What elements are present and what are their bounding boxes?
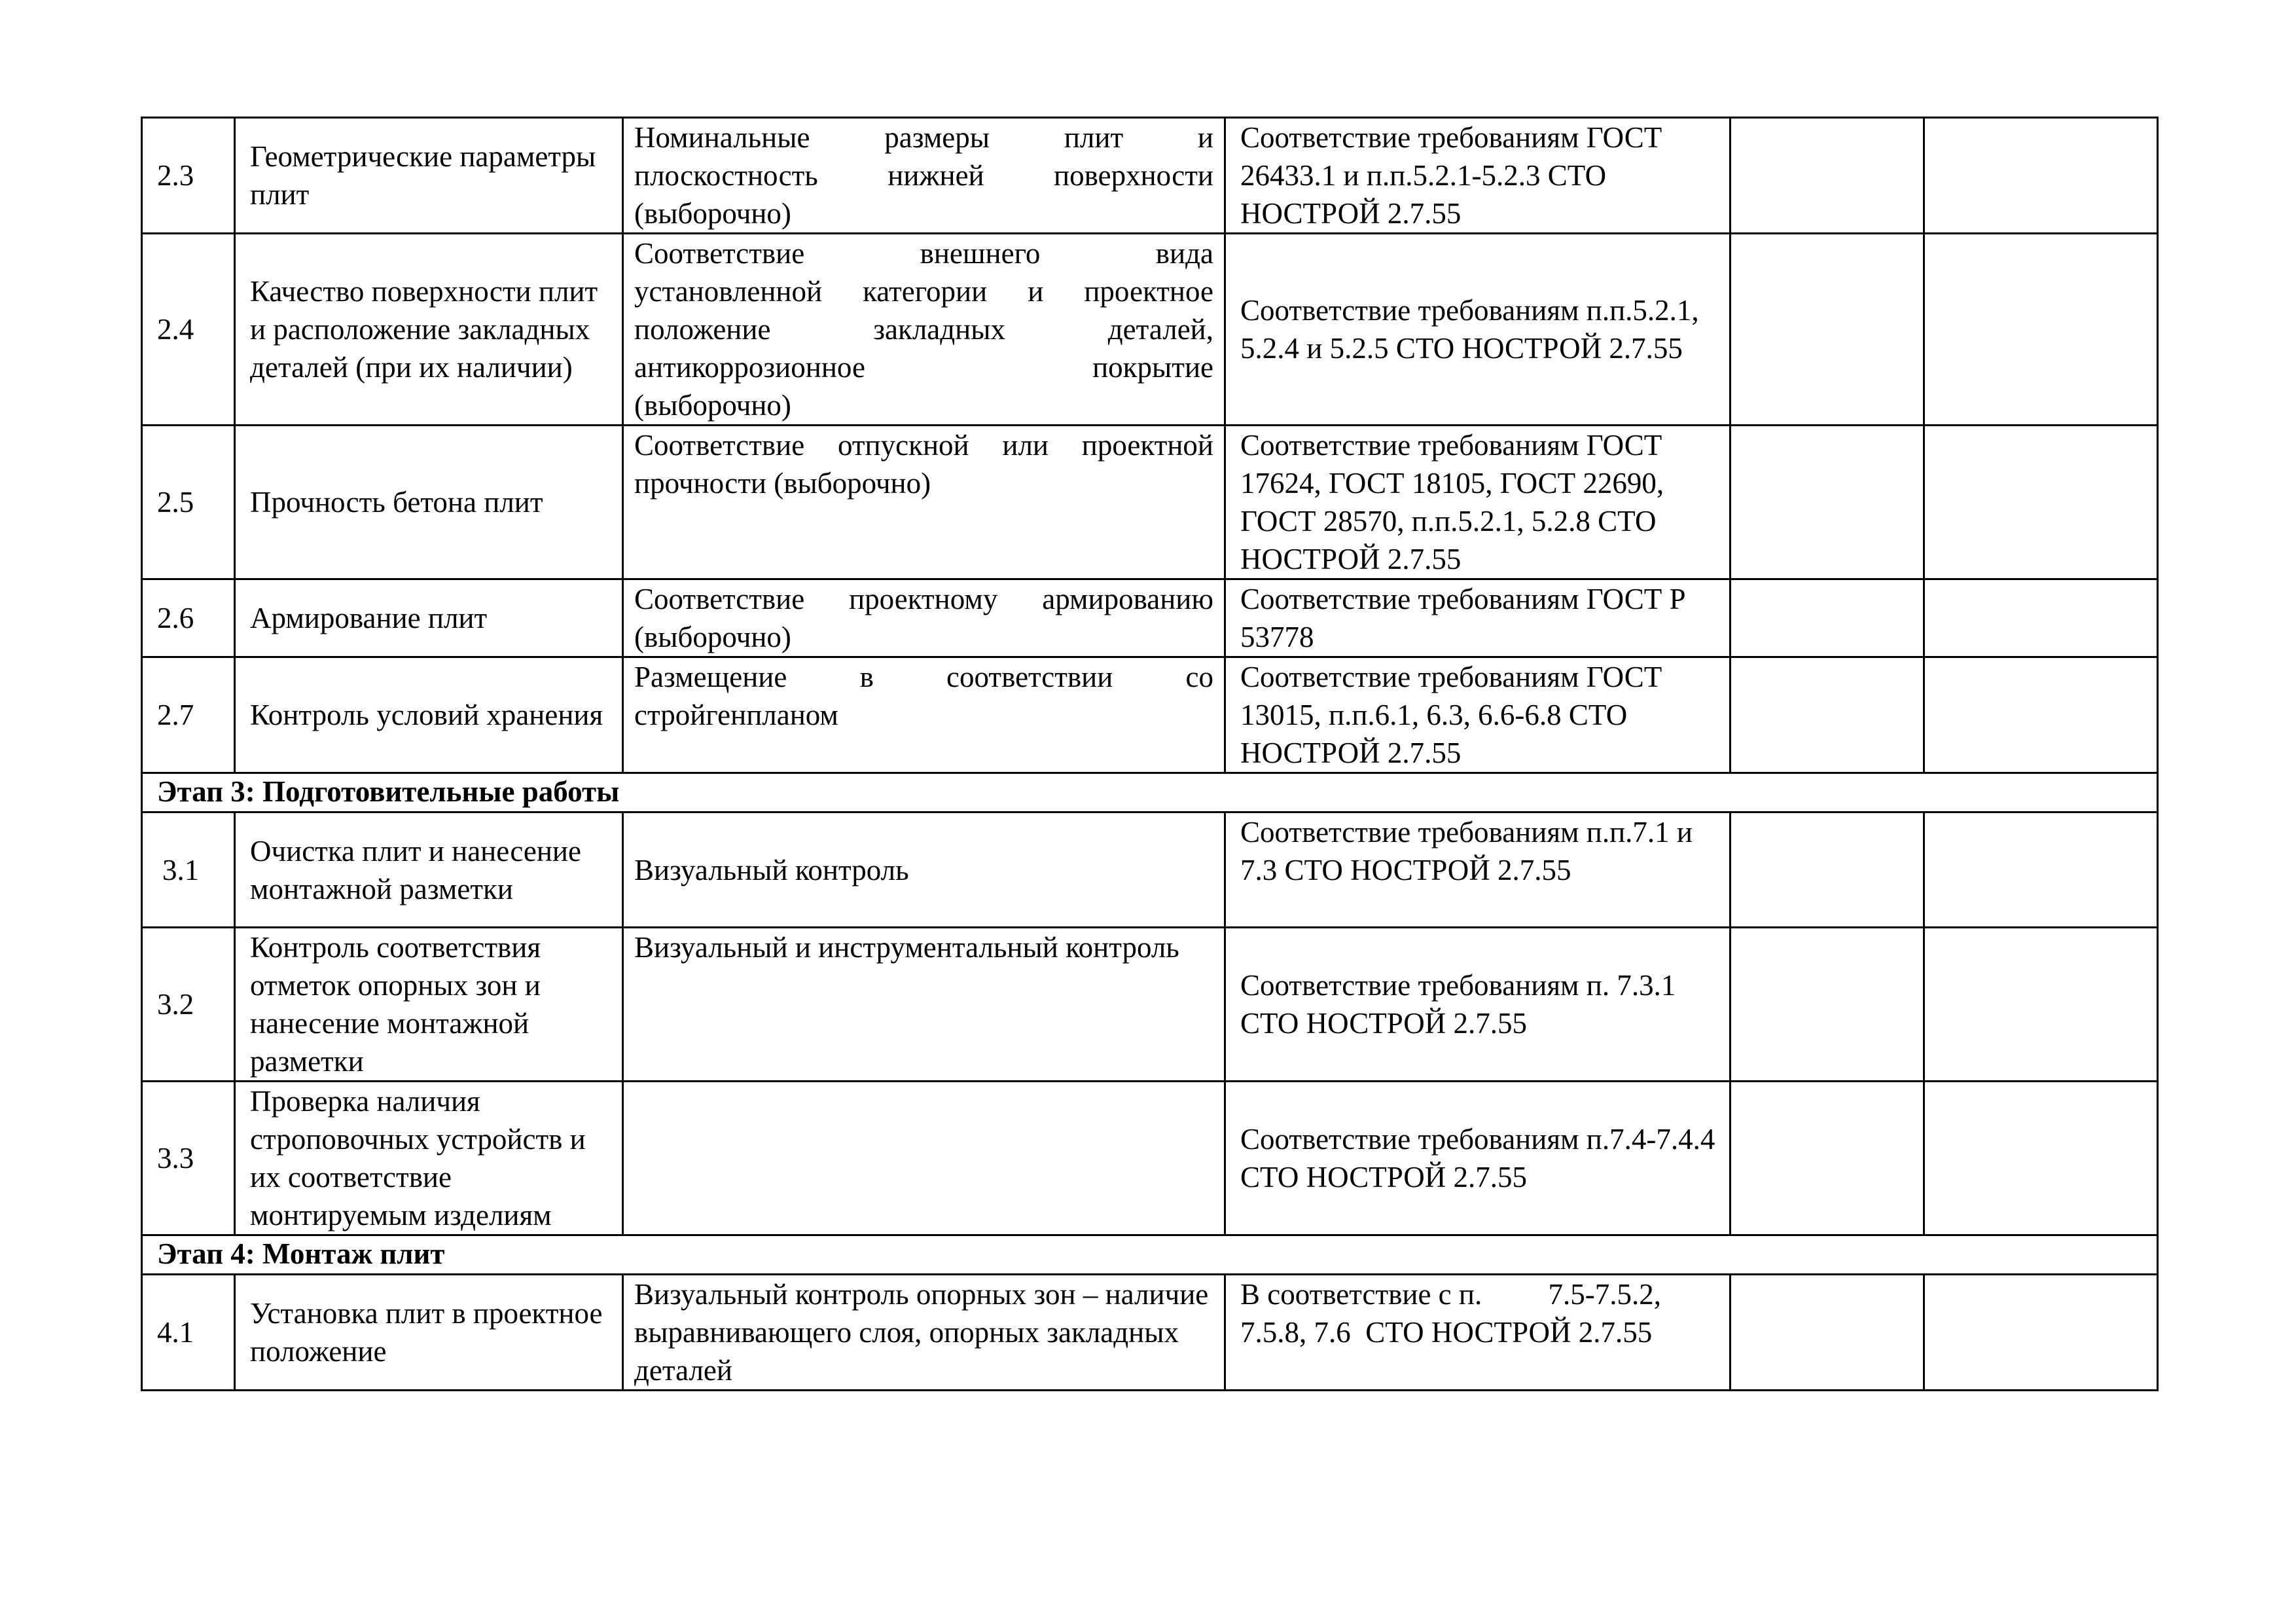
row-number: 3.3 [142, 1082, 235, 1235]
method-line: Размещение в соответствии со [634, 661, 1213, 693]
empty-cell [1924, 812, 2158, 928]
empty-cell [1731, 928, 1924, 1082]
table-row [142, 928, 2158, 1082]
table-row [142, 426, 2158, 579]
document-page [141, 117, 2157, 1391]
row-method [623, 1082, 1225, 1235]
stage-header-row [142, 773, 2158, 812]
row-parameter: Очистка плит и нанесение монтажной разметки [235, 812, 623, 928]
empty-cell [1731, 812, 1924, 928]
method-line: Соответствие внешнего вида [634, 237, 1213, 270]
table-row [142, 118, 2158, 234]
empty-cell [1731, 234, 1924, 426]
row-number: 3.1 [142, 812, 235, 928]
method-line: плоскостность нижней поверхности [634, 159, 1213, 192]
row-parameter: Установка плит в проектное положение [235, 1275, 623, 1391]
stage-3-title: Этап 3: Подготовительные работы [142, 773, 2158, 812]
row-requirement: Соответствие требованиям ГОСТ 26433.1 и п.п.5.2.1-5.2.3 СТО НОСТРОЙ 2.7.55 [1225, 118, 1731, 234]
row-parameter: Армирование плит [235, 579, 623, 657]
row-number: 2.7 [142, 657, 235, 773]
row-method: Визуальный контроль опорных зон – наличие выравнивающего слоя, опорных закладных деталей [623, 1275, 1225, 1391]
row-method [623, 118, 1225, 234]
row-number: 4.1 [142, 1275, 235, 1391]
row-parameter: Контроль условий хранения [235, 657, 623, 773]
row-number: 2.3 [142, 118, 235, 234]
row-method [623, 657, 1225, 773]
method-line: (выборочно) [634, 621, 791, 653]
row-number: 2.5 [142, 426, 235, 579]
row-number: 2.4 [142, 234, 235, 426]
row-requirement: Соответствие требованиям п. 7.3.1 СТО НОСТРОЙ 2.7.55 [1225, 928, 1731, 1082]
empty-cell [1924, 1275, 2158, 1391]
table-row [142, 234, 2158, 426]
row-requirement: Соответствие требованиям п.п.7.1 и 7.3 СТО НОСТРОЙ 2.7.55 [1225, 812, 1731, 928]
table-row [142, 812, 2158, 928]
control-table [141, 117, 2159, 1391]
method-line: (выборочно) [634, 389, 791, 422]
row-method: Визуальный и инструментальный контроль [623, 928, 1225, 1082]
empty-cell [1924, 118, 2158, 234]
empty-cell [1731, 118, 1924, 234]
row-requirement: Соответствие требованиям ГОСТ 17624, ГОСТ 18105, ГОСТ 22690, ГОСТ 28570, п.п.5.2.1, 5.2.8 СТО НОСТРОЙ 2.7.55 [1225, 426, 1731, 579]
row-parameter: Качество поверхности плит и расположение закладных деталей (при их наличии) [235, 234, 623, 426]
empty-cell [1731, 657, 1924, 773]
empty-cell [1731, 426, 1924, 579]
method-line: Соответствие отпускной или проектной [634, 429, 1213, 462]
row-method [623, 426, 1225, 579]
empty-cell [1924, 426, 2158, 579]
empty-cell [1924, 657, 2158, 773]
method-line: (выборочно) [634, 197, 791, 230]
row-requirement: Соответствие требованиям п.7.4-7.4.4 СТО НОСТРОЙ 2.7.55 [1225, 1082, 1731, 1235]
method-line: установленной категории и проектное [634, 275, 1213, 308]
table-row [142, 1275, 2158, 1391]
row-requirement: Соответствие требованиям ГОСТ 13015, п.п.6.1, 6.3, 6.6-6.8 СТО НОСТРОЙ 2.7.55 [1225, 657, 1731, 773]
row-parameter: Геометрические параметры плит [235, 118, 623, 234]
empty-cell [1924, 1082, 2158, 1235]
method-line: Соответствие проектному армированию [634, 583, 1213, 615]
empty-cell [1924, 928, 2158, 1082]
row-method: Визуальный контроль [623, 812, 1225, 928]
method-line: положение закладных деталей, [634, 313, 1213, 346]
row-parameter: Контроль соответствия отметок опорных зон и нанесение монтажной разметки [235, 928, 623, 1082]
empty-cell [1924, 234, 2158, 426]
method-line: антикоррозионное покрытие [634, 351, 1213, 384]
stage-header-row [142, 1235, 2158, 1275]
row-requirement: Соответствие требованиям ГОСТ Р 53778 [1225, 579, 1731, 657]
empty-cell [1731, 1082, 1924, 1235]
table-row [142, 1082, 2158, 1235]
method-line: прочности (выборочно) [634, 467, 931, 500]
method-line: Номинальные размеры плит и [634, 121, 1213, 154]
row-parameter: Проверка наличия строповочных устройств и их соответствие монтируемым изделиям [235, 1082, 623, 1235]
stage-4-title: Этап 4: Монтаж плит [142, 1235, 2158, 1275]
table-row [142, 657, 2158, 773]
empty-cell [1731, 579, 1924, 657]
row-requirement: Соответствие требованиям п.п.5.2.1, 5.2.4 и 5.2.5 СТО НОСТРОЙ 2.7.55 [1225, 234, 1731, 426]
empty-cell [1731, 1275, 1924, 1391]
row-parameter: Прочность бетона плит [235, 426, 623, 579]
row-method [623, 234, 1225, 426]
method-line: стройгенпланом [634, 699, 838, 731]
empty-cell [1924, 579, 2158, 657]
row-requirement: В соответствие с п. 7.5-7.5.2, 7.5.8, 7.6 СТО НОСТРОЙ 2.7.55 [1225, 1275, 1731, 1391]
row-number: 3.2 [142, 928, 235, 1082]
row-number: 2.6 [142, 579, 235, 657]
table-row [142, 579, 2158, 657]
row-method [623, 579, 1225, 657]
